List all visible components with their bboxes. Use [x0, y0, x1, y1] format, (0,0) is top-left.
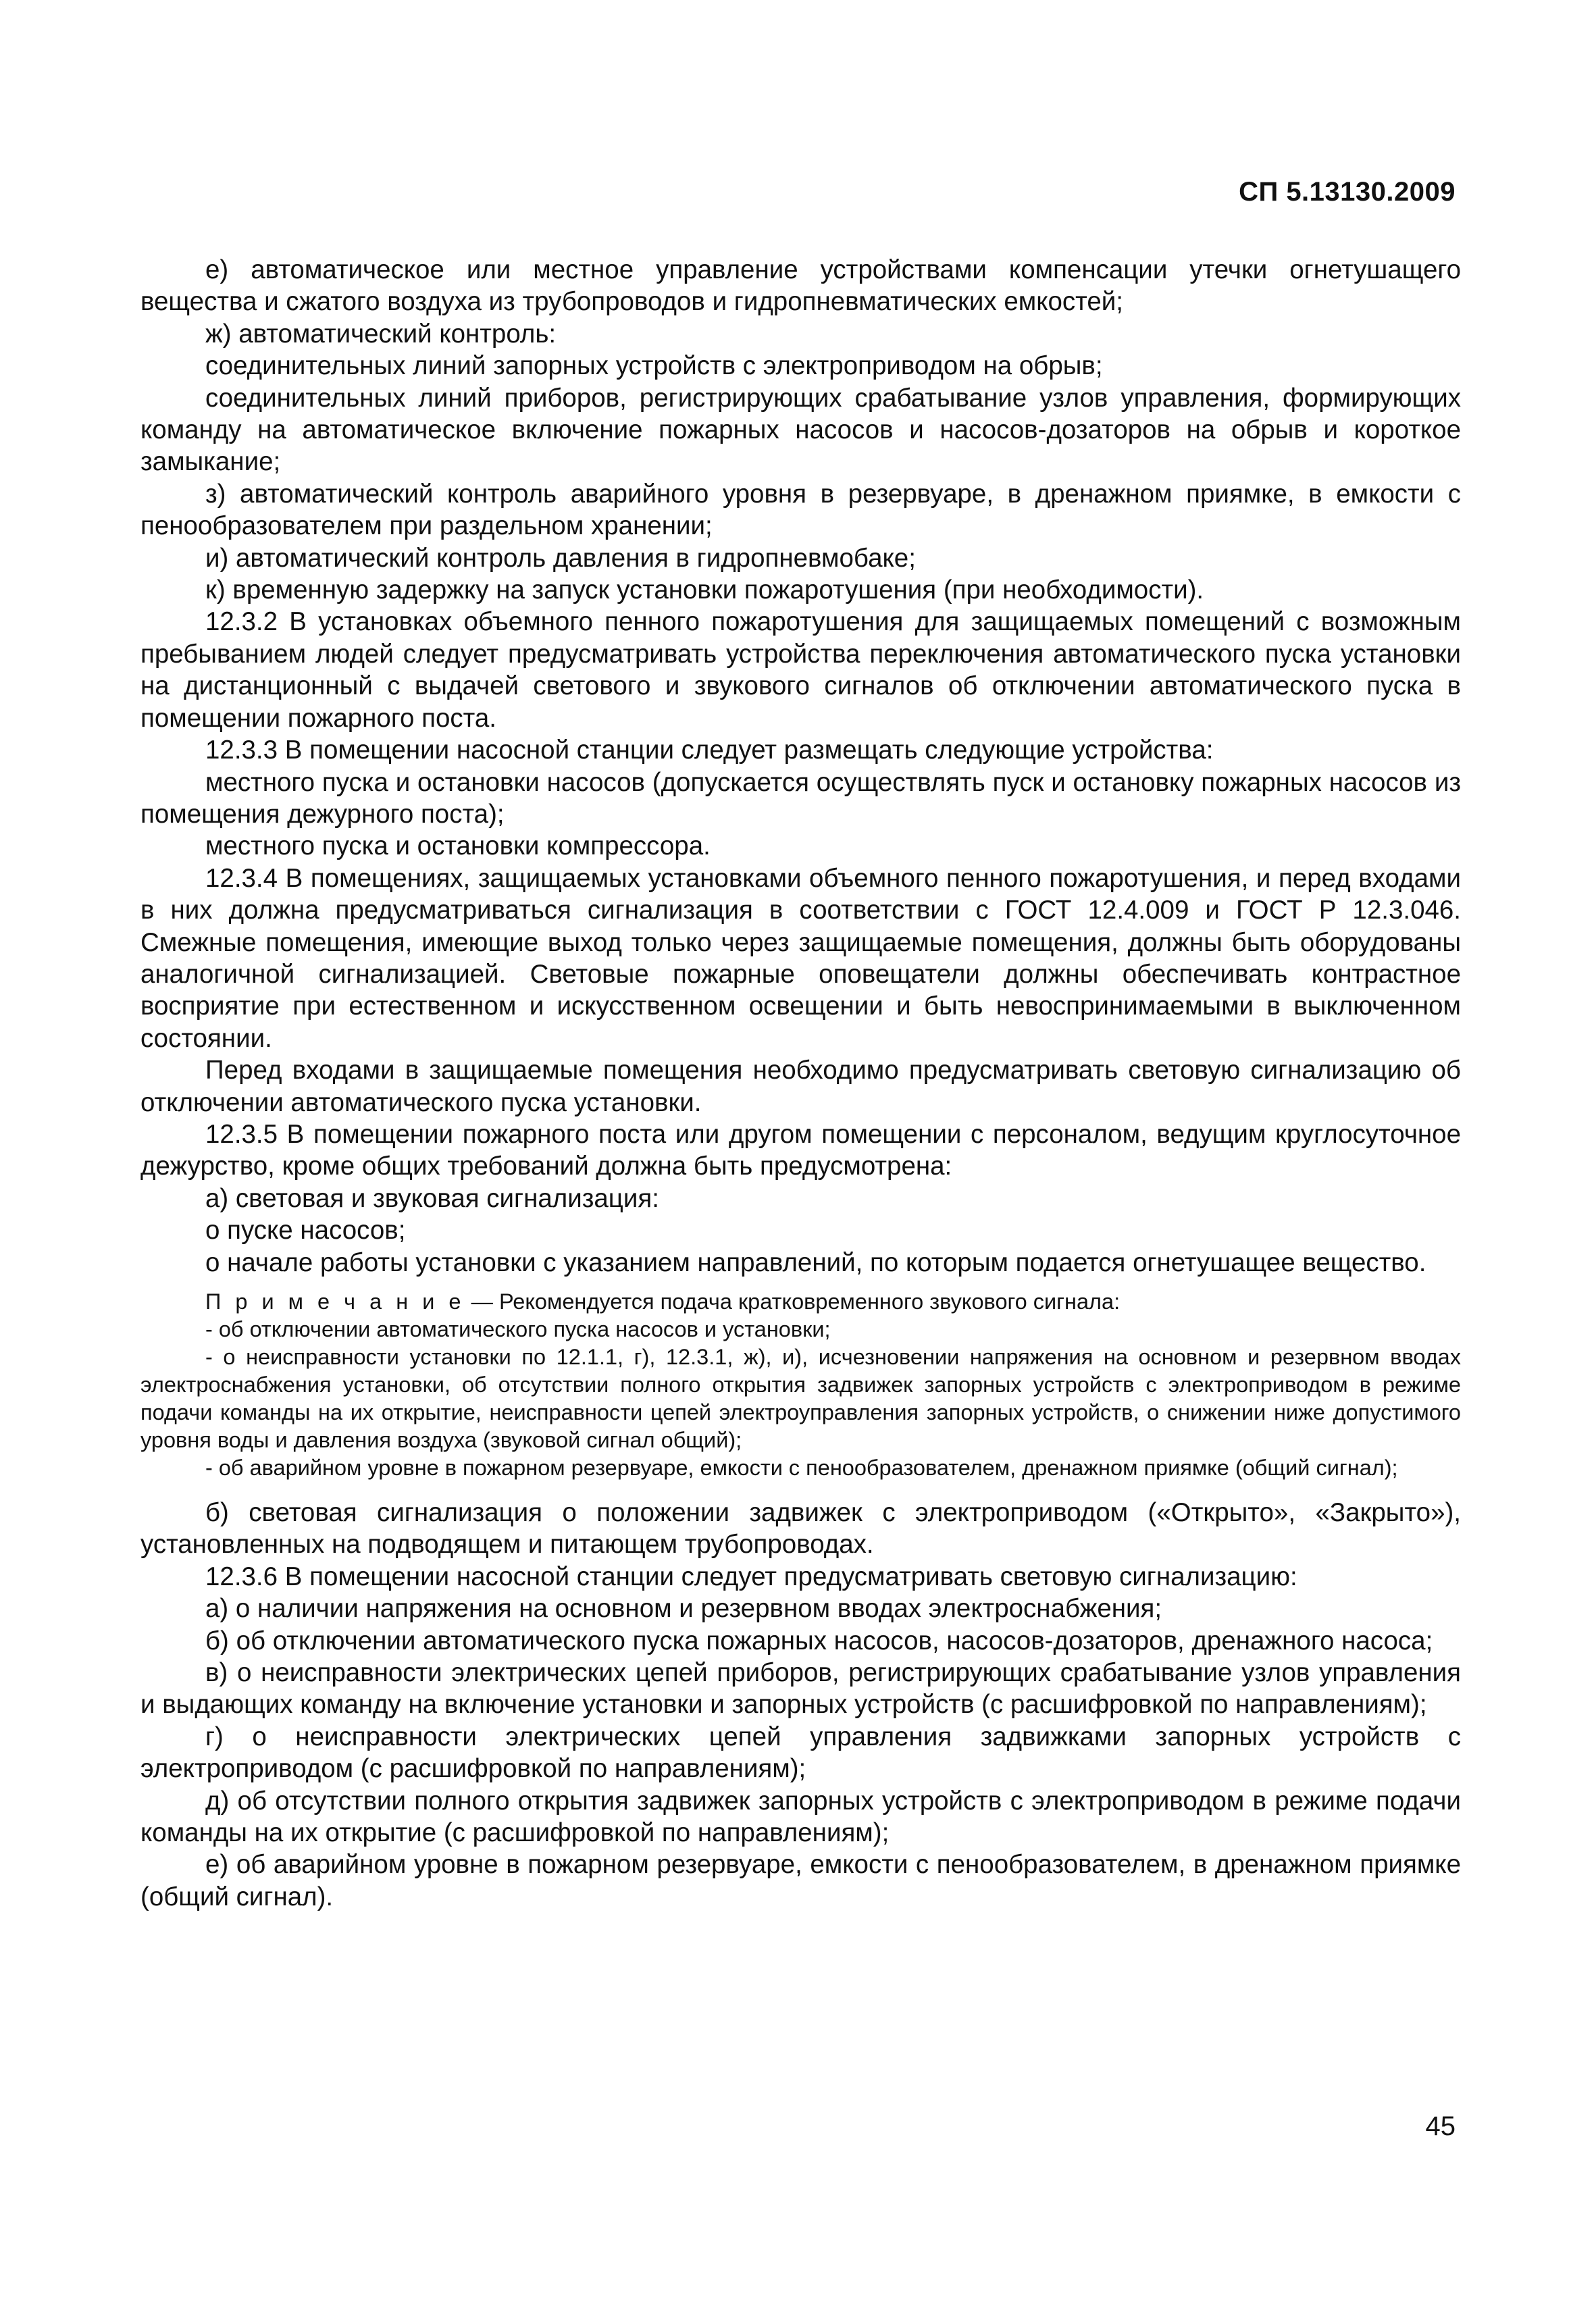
paragraph: к) временную задержку на запуск установки пожаротушения (при необходимости).: [205, 575, 1204, 605]
paragraph: местного пуска и остановки насосов (допускается осуществлять пуск и остановку пожарных насосов из помещения дежурного поста);: [140, 767, 1461, 829]
paragraph: о начале работы установки с указанием направлений, по которым подается огнетушащее вещество.: [205, 1248, 1426, 1277]
paragraph: 12.3.6 В помещении насосной станции следует предусматривать световую сигнализацию:: [205, 1562, 1297, 1591]
paragraph: а) о наличии напряжения на основном и резервном вводах электроснабжения;: [205, 1594, 1162, 1624]
paragraph: 12.3.3 В помещении насосной станции следует размещать следующие устройства:: [205, 736, 1214, 765]
paragraph: в) о неисправности электрических цепей приборов, регистрирующих срабатывание узлов управления и выдающих команду на включение установки и запорных устройств (с расшифровкой по направлениям);: [140, 1658, 1461, 1720]
paragraph: 12.3.5 В помещении пожарного поста или другом помещении с персоналом, ведущим круглосуточное дежурство, кроме общих требований должна быть предусмотрена:: [140, 1119, 1461, 1181]
paragraph: 12.3.2 В установках объемного пенного пожаротушения для защищаемых помещений с возможным пребыванием людей следует предусматривать устройства переключения автоматического пуска установки на дистанционный с выдачей светового и звукового сигналов об отключении автоматического пуска в помещении пожарного поста.: [140, 607, 1461, 733]
paragraph: д) об отсутствии полного открытия задвижек запорных устройств с электроприводом в режиме подачи команды на их открытие (с расшифровкой по направлениям);: [140, 1786, 1461, 1848]
note-intro-text: — Рекомендуется подача кратковременного звукового сигнала:: [465, 1289, 1121, 1314]
paragraph: и) автоматический контроль давления в гидропневмобаке;: [205, 543, 916, 573]
paragraph: соединительных линий приборов, регистрирующих срабатывание узлов управления, формирующих команду на автоматическое включение пожарных насосов и насосов-дозаторов на обрыв и короткое замыкание;: [140, 383, 1461, 477]
paragraph: б) об отключении автоматического пуска пожарных насосов, насосов-дозаторов, дренажного насоса;: [205, 1626, 1433, 1655]
paragraph: г) о неисправности электрических цепей управления задвижками запорных устройств с электроприводом (с расшифровкой по направлениям);: [140, 1722, 1461, 1784]
paragraph: Перед входами в защищаемые помещения необходимо предусматривать световую сигнализацию об отключении автоматического пуска установки.: [140, 1056, 1461, 1117]
paragraph: ж) автоматический контроль:: [205, 319, 557, 349]
paragraph: б) световая сигнализация о положении задвижек с электроприводом («Открыто», «Закрыто»), установленных на подводящем и питающем трубопроводах.: [140, 1498, 1461, 1560]
paragraph: а) световая и звуковая сигнализация:: [205, 1183, 659, 1213]
paragraph: е) автоматическое или местное управление устройствами компенсации утечки огнетушащего вещества и сжатого воздуха из трубопроводов и гидропневматических емкостей;: [140, 255, 1461, 317]
note-item: - о неисправности установки по 12.1.1, г), 12.3.1, ж), и), исчезновении напряжения на основном и резервном вводах электроснабжения установки, об отсутствии полного открытия задвижек запорных устройств с электроприводом в режиме подачи команды на их открытие, неисправности цепей электроуправления запорных устройств, о снижении ниже допустимого уровня воды и давления воздуха (звуковой сигнал общий);: [140, 1345, 1461, 1452]
note-item: - об отключении автоматического пуска насосов и установки;: [205, 1317, 831, 1341]
note-block: [140, 1288, 1461, 1482]
note-item: - об аварийном уровне в пожарном резервуаре, емкости с пенообразователем, дренажном приямке (общий сигнал);: [205, 1456, 1398, 1480]
document-code-header: СП 5.13130.2009: [1239, 177, 1456, 207]
paragraph: з) автоматический контроль аварийного уровня в резервуаре, в дренажном приямке, в емкости с пенообразователем при раздельном хранении;: [140, 479, 1461, 541]
paragraph: соединительных линий запорных устройств с электроприводом на обрыв;: [205, 351, 1103, 381]
note-label: П р и м е ч а н и е: [205, 1289, 465, 1314]
paragraph: местного пуска и остановки компрессора.: [205, 831, 711, 861]
paragraph: е) об аварийном уровне в пожарном резервуаре, емкости с пенообразователем, в дренажном приямке (общий сигнал).: [140, 1850, 1461, 1911]
paragraph: о пуске насосов;: [205, 1216, 406, 1245]
page-number: 45: [1425, 2111, 1456, 2141]
note-intro: [140, 1288, 1461, 1316]
paragraph: 12.3.4 В помещениях, защищаемых установками объемного пенного пожаротушения, и перед входами в них должна предусматриваться сигнализация в соответствии с ГОСТ 12.4.009 и ГОСТ Р 12.3.046. Смежные помещения, имеющие выход только через защищаемые помещения, должны быть оборудованы аналогичной сигнализацией. Световые пожарные оповещатели должны обеспечивать контрастное восприятие при естественном и искусственном освещении и быть невоспринимаемыми в выключенном состоянии.: [140, 863, 1461, 1053]
document-body: [140, 254, 1461, 1913]
